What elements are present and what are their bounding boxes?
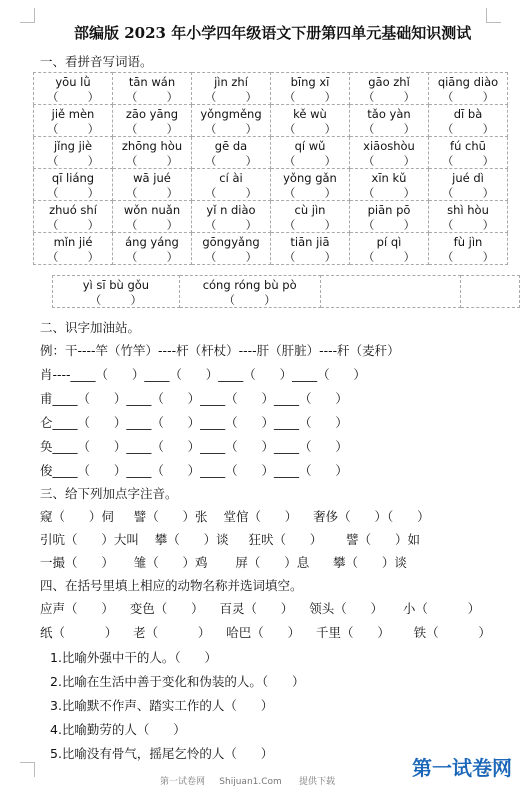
answer-blank[interactable]: （ ） (362, 250, 416, 264)
answer-blank[interactable]: （ ） (125, 218, 179, 232)
pinyin-cell (113, 169, 192, 201)
char-line: 甫____（ ）____（ ）____（ ）____（ ） (40, 391, 348, 406)
pinyin-cell (350, 73, 429, 105)
pinyin-text: fù jìn (453, 235, 483, 249)
answer-blank[interactable]: （ ） (362, 218, 416, 232)
phonetic-line: 一撮（ ） 雏（ ）鸡 屏（ ）息 攀（ ）谈 (40, 555, 407, 570)
pinyin-text: tiān jiā (290, 235, 330, 249)
pinyin-cell (113, 137, 192, 169)
pinyin-text: cí ài (219, 171, 243, 185)
pinyin-cell (192, 105, 271, 137)
pinyin-cell (192, 233, 271, 265)
pinyin-text: gōngyǎng (202, 235, 260, 249)
pinyin-text: xiāoshòu (363, 139, 415, 153)
answer-blank[interactable]: （ ） (441, 90, 495, 104)
pinyin-cell (271, 201, 350, 233)
answer-blank[interactable]: （ ） (46, 218, 100, 232)
pinyin-cell (34, 201, 113, 233)
pinyin-cell (320, 276, 461, 308)
pinyin-row (34, 201, 508, 233)
pinyin-text: jìn zhí (214, 75, 248, 89)
pinyin-text: yǒng gǎn (283, 171, 337, 185)
answer-blank[interactable]: （ ） (204, 186, 258, 200)
answer-blank[interactable]: （ ） (125, 90, 179, 104)
pinyin-text: gē da (214, 139, 248, 153)
answer-blank[interactable]: （ ） (362, 122, 416, 136)
answer-blank[interactable]: （ ） (362, 186, 416, 200)
answer-blank[interactable]: （ ） (362, 154, 416, 168)
answer-blank[interactable]: （ ） (283, 218, 337, 232)
pinyin-text: zhōng hòu (121, 139, 183, 153)
answer-blank[interactable]: （ ） (125, 250, 179, 264)
pinyin-cell (350, 233, 429, 265)
char-line: 俊____（ ）____（ ）____（ ）____（ ） (40, 463, 348, 478)
answer-blank[interactable]: （ ） (125, 154, 179, 168)
section3-heading: 三、给下列加点字注音。 (40, 486, 178, 501)
answer-blank[interactable]: （ ） (125, 186, 179, 200)
question-item: 2.比喻在生活中善于变化和伪装的人。（ ） (50, 674, 305, 689)
pinyin-cell (429, 233, 508, 265)
question-item: 5.比喻没有骨气，摇尾乞怜的人（ ） (50, 746, 274, 761)
pinyin-cell (34, 137, 113, 169)
answer-blank[interactable]: （ ） (223, 293, 276, 307)
pinyin-cell (34, 105, 113, 137)
pinyin-text: cù jìn (294, 203, 326, 217)
pinyin-text: kě wù (293, 107, 327, 121)
pinyin-cell (113, 73, 192, 105)
pinyin-cell (192, 201, 271, 233)
pinyin-text: dī bà (453, 107, 483, 121)
pinyin-text: xīn kǔ (371, 171, 407, 185)
pinyin-cell (350, 169, 429, 201)
pinyin-row (34, 73, 508, 105)
pinyin-cell (34, 73, 113, 105)
animal-line: 纸（ ） 老（ ） 哈巴（ ） 千里（ ） 铁（ ） (40, 625, 491, 640)
answer-blank[interactable]: （ ） (283, 154, 337, 168)
pinyin-cell (113, 233, 192, 265)
pinyin-cell (113, 105, 192, 137)
answer-blank[interactable]: （ ） (283, 250, 337, 264)
pinyin-cell (350, 137, 429, 169)
pinyin-text: jué dì (452, 171, 484, 185)
answer-blank[interactable]: （ ） (204, 122, 258, 136)
answer-blank[interactable]: （ ） (204, 218, 258, 232)
example-line: 例：干----竿（竹竿）----杆（杆杖）----肝（肝脏）----秆（麦秆） (40, 343, 400, 358)
char-line: 奂____（ ）____（ ）____（ ）____（ ） (40, 439, 348, 454)
pinyin-text: jǐng jiè (53, 139, 93, 153)
pinyin-cell (179, 276, 320, 308)
section2-heading: 二、识字加油站。 (40, 320, 141, 335)
pinyin-extra-table (52, 275, 520, 308)
pinyin-cell (429, 169, 508, 201)
answer-blank[interactable]: （ ） (362, 90, 416, 104)
char-line: 肖----____（ ）____（ ）____（ ）____（ ） (40, 367, 366, 382)
answer-blank[interactable]: （ ） (46, 154, 100, 168)
char-line: 仑____（ ）____（ ）____（ ）____（ ） (40, 415, 348, 430)
pinyin-text: fú chū (450, 139, 486, 153)
pinyin-text: gāo zhǐ (368, 75, 410, 89)
pinyin-text: wā jué (133, 171, 171, 185)
pinyin-cell (271, 233, 350, 265)
answer-blank[interactable]: （ ） (46, 186, 100, 200)
pinyin-cell (34, 233, 113, 265)
answer-blank[interactable]: （ ） (125, 122, 179, 136)
answer-blank[interactable]: （ ） (283, 122, 337, 136)
pinyin-cell (271, 105, 350, 137)
pinyin-text: qiāng diào (437, 75, 499, 89)
pinyin-cell (192, 73, 271, 105)
answer-blank[interactable]: （ ） (46, 122, 100, 136)
pinyin-text: wǒn nuǎn (123, 203, 181, 217)
pinyin-text: jiě mèn (51, 107, 95, 121)
page-title: 部编版 2023 年小学四年级语文下册第四单元基础知识测试 (74, 24, 472, 42)
pinyin-cell (271, 73, 350, 105)
pinyin-text: yǒngměng (200, 107, 262, 121)
pinyin-cell (192, 169, 271, 201)
pinyin-text: áng yáng (125, 235, 179, 249)
question-item: 3.比喻默不作声、踏实工作的人（ ） (50, 698, 274, 713)
answer-blank[interactable]: （ ） (283, 186, 337, 200)
answer-blank[interactable]: （ ） (204, 250, 258, 264)
pinyin-text: yǐ n diào (206, 203, 256, 217)
pinyin-cell (192, 137, 271, 169)
pinyin-text: piān pō (367, 203, 411, 217)
pinyin-text: tǎo yàn (367, 107, 411, 121)
answer-blank[interactable]: （ ） (204, 90, 258, 104)
pinyin-cell (34, 169, 113, 201)
corner-mark (486, 8, 501, 23)
pinyin-cell (429, 73, 508, 105)
question-item: 1.比喻外强中干的人。（ ） (50, 650, 218, 665)
pinyin-text: qí wǔ (294, 139, 326, 153)
answer-blank[interactable]: （ ） (204, 154, 258, 168)
pinyin-cell (53, 276, 180, 308)
pinyin-row (34, 233, 508, 265)
pinyin-row (53, 276, 520, 308)
answer-blank[interactable]: （ ） (46, 90, 100, 104)
answer-blank[interactable]: （ ） (89, 293, 143, 307)
pinyin-row (34, 105, 508, 137)
footer-text: 第一试卷网 Shijuan1.Com 提供下载 (160, 777, 335, 787)
answer-blank[interactable]: （ ） (441, 122, 495, 136)
phonetic-line: 引吭（ ）大叫 攀（ ）谈 狂吠（ ） 譬（ ）如 (40, 532, 420, 547)
pinyin-cell (429, 201, 508, 233)
pinyin-cell (350, 105, 429, 137)
section4-heading: 四、在括号里填上相应的动物名称并选词填空。 (40, 578, 303, 593)
pinyin-cell (429, 137, 508, 169)
pinyin-table (33, 72, 508, 265)
pinyin-text: zhuó shí (49, 203, 97, 217)
pinyin-row (34, 137, 508, 169)
pinyin-text: tān wán (128, 75, 176, 89)
answer-blank[interactable]: （ ） (441, 250, 495, 264)
animal-line: 应声（ ） 变色（ ） 百灵（ ） 领头（ ） 小（ ） (40, 601, 481, 616)
pinyin-text: yì sī bù gǒu (82, 278, 150, 292)
pinyin-row (34, 169, 508, 201)
pinyin-text: shì hòu (447, 203, 489, 217)
pinyin-text: qī liáng (51, 171, 95, 185)
pinyin-text: mǐn jié (53, 235, 93, 249)
answer-blank[interactable]: （ ） (46, 250, 100, 264)
pinyin-text: zāo yāng (125, 107, 179, 121)
section1-heading: 一、看拼音写词语。 (40, 54, 153, 69)
answer-blank[interactable]: （ ） (283, 90, 337, 104)
site-logo: 第一试卷网 (412, 756, 512, 780)
corner-mark (20, 762, 35, 777)
pinyin-cell (113, 201, 192, 233)
answer-blank[interactable]: （ ） (441, 218, 495, 232)
pinyin-cell (429, 105, 508, 137)
phonetic-line: 窥（ ）伺 譬（ ）张 堂倌（ ） 奢侈（ ）（ ） (40, 509, 430, 524)
answer-blank[interactable]: （ ） (441, 154, 495, 168)
pinyin-cell (350, 201, 429, 233)
pinyin-text: yōu lǜ (55, 75, 91, 89)
pinyin-cell (271, 169, 350, 201)
pinyin-cell (271, 137, 350, 169)
corner-mark (20, 8, 35, 23)
pinyin-cell (461, 276, 520, 308)
answer-blank[interactable]: （ ） (441, 186, 495, 200)
question-item: 4.比喻勤劳的人（ ） (50, 722, 186, 737)
pinyin-text: pí qì (376, 235, 402, 249)
pinyin-text: bīng xī (290, 75, 330, 89)
pinyin-text: cóng róng bù pò (202, 278, 297, 292)
